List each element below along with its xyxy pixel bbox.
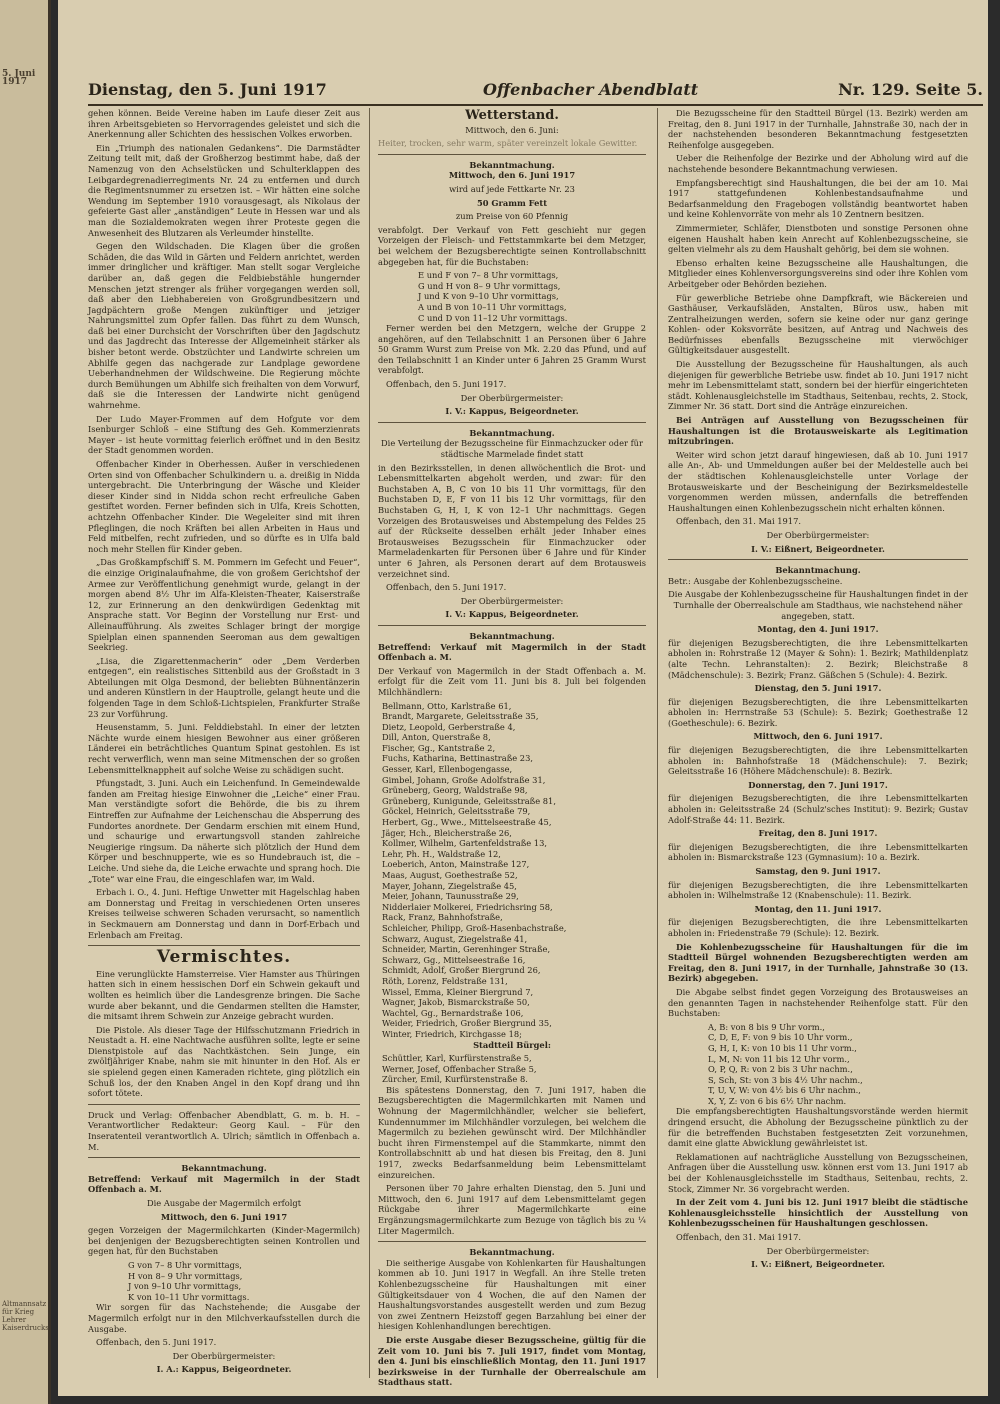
list-item: Winter, Friedrich, Kirchgasse 18; [382,1028,522,1039]
notice-paragraph: Bei Anträgen auf Ausstellung von Bezugsscheinen für Haushaltungen ist die Brotausweiskarte als Legitimation mitzubringen. [668,415,968,447]
rule [378,154,646,155]
column-divider [657,108,658,1378]
notice-paragraph: Die Abgabe selbst findet gegen Vorzeigung des Brotausweises an den genannten Tagen in nachstehender Reihenfolge statt. Für den Buchstaben: [668,986,968,1019]
list-item: Schmidt, Adolf, Großer Biergrund 26, [382,965,541,976]
notice-body: Die erste Ausgabe dieser Bezugsscheine, gültig für die Zeit vom 10. Juni bis 7. Juli 1917, findet vom Montag, den 4. Juni bis einschließlich Montag, den 11. Juni 1917 bezirksweise in der Turnhalle der Oberrealschule am Stadthaus statt. [378,1334,646,1388]
list-item: T, U, V, W: von 4½ bis 6 Uhr nachm., [708,1085,861,1096]
notice-signer: I. V.: Eißnert, Beigeordneter. [751,1259,885,1270]
notice-paragraph: Die Bezugsscheine für den Stadtteil Bürgel (13. Bezirk) werden am Freitag, den 8. Juni 1917 in der Turnhalle, Jahnstraße 30, nach der in der nachstehenden besonderen Bekanntmachung festgesetzten Reihenfolge ausgegeben. [668,108,968,150]
list-item: X, Y, Z: von 6 bis 6½ Uhr nachm. [708,1095,847,1106]
notice-title: Bekanntmachung. [469,159,555,170]
list-item: Gesser, Karl, Ellenbogengasse, [382,764,513,775]
page-header [88,74,983,106]
list-item: O, P, Q, R: von 2 bis 3 Uhr nachm., [708,1064,853,1075]
article-paragraph: Die Pistole. Als dieser Tage der Hilfsschutzmann Friedrich in Neustadt a. H. eine Nachtwache ausführen sollte, legte er seine Dienstpistole auf das Nachtkästchen. Sein Junge, ein zwölfjähriger Knabe, nahm sie mit hinunter in den Hof. Als er sie spielend gegen einen Kameraden richtete, ging plötzlich ein Schuß los, der den Knaben Angel in den Kopf drang und ihn sofort tötete. [88,1024,360,1099]
list-item: Schwarz, Gg., Mittelseestraße 16, [382,954,526,965]
list-item: Zürcher, Emil, Kurfürstenstraße 8. [382,1074,528,1085]
notice-mayor: Der Oberbürgermeister: [172,1350,276,1361]
article-paragraph: „Das Großkampfschiff S. M. Pommern im Gefecht und Feuer“, die einzige Originalaufnahme, die von großem Gerichtshof der Armee zur Veröffentlichung genehmigt wurde, gelangt in der morgen abend 8½ Uhr im Alfa-Kleisten-Theater, Kaiserstraße 12, zur Erinnerung an den denkwürdigen Gedenktag mit Ansprache statt. Vor Beginn der Vorstellung nur Erst- und Alleinaufführung. Als zweites Schlager bringt der morgige Spielplan einen spannenden Seeroman aus dem gewaltigen Seekrieg. [88,557,360,653]
notice-body: gegen Vorzeigen der Magermilchkarten (Kinder-Magermilch) bei denjenigen der Bezugsberechtigten seinen Kontrollen und gegen hat, für den Buchstaben [88,1225,360,1257]
notice-subject: Betr.: Ausgabe der Kohlenbezugsscheine. [668,575,843,586]
notice-place-date: Offenbach, den 5. Juni 1917. [386,582,507,593]
list-item: Wachtel, Gg., Bernardstraße 106, [382,1007,524,1018]
notice-signer: I. V.: Kappus, Beigeordneter. [445,406,579,417]
schedule-line: C und D von 11–12 Uhr vormittags. [418,312,568,323]
letter-schedule [668,1022,968,1107]
distribution-day: Samstag, den 9. Juni 1917. [755,866,881,876]
notice-body: Personen über 70 Jahre erhalten Dienstag, den 5. Juni und Mittwoch, den 6. Juni 1917 auf dem Lebensmittelamt gegen Rückgabe ihrer Magermilchkarte eine Ergänzungsmagermilchkarte zum Bezuge von täglich bis zu ¼ Liter Magermilch. [378,1183,646,1236]
list-item: C, D, E, F: von 9 bis 10 Uhr vorm., [708,1032,853,1043]
dealer-list [378,1053,646,1085]
dealer-list [378,701,646,1040]
column-left [88,108,360,1378]
notice-place-date: Offenbach, den 31. Mai 1917. [676,516,801,527]
list-item: A, B: von 8 bis 9 Uhr vorm., [708,1021,825,1032]
distribution-text: für diejenigen Bezugsberechtigten, die ihre Lebensmittelkarten abholen in: Geleitsstraße 24 (Schulz'sches Institut): 9. Bezirk; Gustav Adolf-Straße 44: 11. Bezirk. [668,793,968,825]
distribution-text: für diejenigen Bezugsberechtigten, die ihre Lebensmittelkarten abholen in: Herrnstraße 53 (Schule): 5. Bezirk; Goethestraße 12 (Goetheschule): 6. Bezirk. [668,696,968,728]
notice-paragraph: Ebenso erhalten keine Bezugsscheine alle Haushaltungen, die Mitglieder eines Kohlenversorgungsvereins sind oder ihre Kohlen vom Arbeitgeber oder Behörden beziehen. [668,257,968,289]
list-item: Jäger, Hch., Bleicherstraße 26, [382,827,512,838]
distribution-day: Mittwoch, den 6. Juni 1917. [753,731,883,742]
distribution-day: Montag, den 4. Juni 1917. [757,624,879,635]
notice-paragraph: Die empfangsberechtigten Haushaltungsvorstände werden hiermit dringend ersucht, die Abholung der Bezugsscheine pünktlich zu der für die betreffenden Buchstaben festgesetzten Zeit vorzunehmen, damit eine glatte Abwicklung gewährleistet ist. [668,1106,968,1149]
section-title: Vermischtes. [156,947,292,968]
notice-body: Bis spätestens Donnerstag, den 7. Juni 1917, haben die Bezugsberechtigten die Magermilchkarten mit Namen und Wohnung der Magermilchhändler, welcher sie beliefert, Kundennummer im Milchhändler vorzulegen, bei welchem die Magermilch zu beziehen gewünscht wird. Der Milchhändler bucht ihren Firmenstempel auf die Stammkarte, nimmt den Kontrollabschnitt ab und hat diesen bis Freitag, den 8. Juni 1917, zwecks Bedarfsanmeldung beim Lebensmittelamt einzureichen. [378,1084,646,1180]
notice-subline: Die Ausgabe der Kohlenbezugsscheine für Haushaltungen findet in der Turnhalle der Oberrealschule am Stadthaus, wie nachstehend näher angegeben, statt. [668,589,968,621]
notice-paragraph: Die Kohlenbezugsscheine für Haushaltungen für die im Stadtteil Bürgel wohnenden Bezugsberechtigten werden am Freitag, den 8. Juni 1917, in der Turnhalle, Jahnstraße 30 (13. Bezirk) abgegeben. [668,941,968,984]
notice-title: Bekanntmachung. [469,630,555,641]
notice-body: verabfolgt. Der Verkauf von Fett geschieht nur gegen Vorzeigen der Fleisch- und Fettstammkarte bei dem Metzger, bei welchem der Bezugsberechtigte seinen Kontrollabschnitt abgegeben hat, für die Buchstaben: [378,224,646,267]
list-item: Maas, August, Goethestraße 52, [382,870,518,880]
list-item: Dill, Anton, Querstraße 8, [382,732,491,743]
list-item: Schwarz, August, Ziegelstraße 41, [382,933,528,944]
list-item: Wagner, Jakob, Bismarckstraße 50, [382,997,530,1008]
rule [668,559,968,560]
distribution-text: für diejenigen Bezugsberechtigten, die ihre Lebensmittelkarten abholen in: Wilhelmstraße 12 (Knabenschule): 11. Bezirk. [668,879,968,901]
distribution-text: für diejenigen Bezugsberechtigten, die ihre Lebensmittelkarten abholen in: Rohrstraße 12 (Mayer & Sohn): 1. Bezirk; Mathildenplatz (alte Techn. Lehranstalten): 2. Bezirk; Bleichstraße 8 (Mädchenschule): 3. Bezirk; Franz. Gäßchen 5 (Schule): 4. Bezirk. [668,637,968,680]
distribution-day: Donnerstag, den 7. Juni 1917. [748,779,888,790]
list-item: Meier, Johann, Taunusstraße 29, [382,891,519,902]
list-item: Wissel, Emma, Kleiner Biergrund 7, [382,986,534,997]
article-paragraph: gehen können. Beide Vereine haben im Laufe dieser Zeit aus ihren Arbeitsgebieten so Hervorragendes geleistet und sich die Anerkennung aller Schichten des hessischen Volkes erworben. [88,108,360,140]
notice-mayor: Der Oberbürgermeister: [460,595,564,606]
article-paragraph: „Lisa, die Zigarettenmacherin“ oder „Dem Verderben entgegen“, ein realistisches Sittenbild aus der Großstadt in 3 Abteilungen mit Olga Desmond, der beliebten Bühnentänzerin und anderen Künstlern in der Hauptrolle, gelangt heute und die folgenden Tage in dem Schloß-Lichtspielen, Frankfurter Straße 23 zur Vorführung. [88,655,360,719]
list-item: Loeberich, Anton, Mainstraße 127, [382,859,530,870]
list-item: S, Sch, St: von 3 bis 4½ Uhr nachm., [708,1074,863,1085]
list-item: Schleicher, Philipp, Groß-Hasenbachstraße, [382,922,567,933]
notice-subject: Betreffend: Verkauf mit Magermilch in der Stadt Offenbach a. M. [88,1173,360,1195]
article-paragraph: Pfungstadt, 3. Juni. Auch ein Leichenfund. In Gemeindewalde fanden am Freitag hiesige Einwohner die „Leiche“ einer Frau. Man verständigte sofort die Behörde, die bis zu ihrem Eintreffen zur Aufnahme der Leichenschau die Absperrung des Fundortes anordnete. Der Gendarm erschien mit einem Hund, und schaurige und erwartungsvoll standen zahlreiche Neugierige ringsum. Da näherte sich plötzlich der Hund dem Körper und beschnupperte, wie es so Hundebrauch ist, die – Leiche. Und siehe da, die Leiche erwachte und sprang hoch. Die „Tote“ war eine Frau, die eingeschlafen war, im Wald. [88,778,360,884]
notice-line: wird auf jede Fettkarte Nr. 23 [449,183,575,194]
notice-title: Bekanntmachung. [469,1247,555,1258]
list-item: Werner, Josef, Offenbacher Straße 5, [382,1063,537,1074]
imprint: Druck und Verlag: Offenbacher Abendblatt, G. m. b. H. – Verantwortlicher Redakteur: Georg Kaul. – Für den Inseratenteil verantwortlich A. Ulrich; sämtlich in Offenbach a. M. [88,1109,360,1152]
distribution-text: für diejenigen Bezugsberechtigten, die ihre Lebensmittelkarten abholen in: Friedenstraße 79 (Schule): 12. Bezirk. [668,917,968,938]
weather-text: Heiter, trocken, sehr warm, später vereinzelt lokale Gewitter. [378,138,638,149]
notice-body: Die seitherige Ausgabe von Kohlenkarten für Haushaltungen kommen ab 10. Juni 1917 in Wegfall. An ihre Stelle treten Kohlenbezugsscheine für Haushaltungen mit einer Gültigkeitsdauer von 4 Wochen, die auf den Namen der Haushaltungsvorstandes ausgestellt werden und zum Bezug von zwei Zentnern Heizstoff gegen Barzahlung bei einer der hiesigen Kohlenhandlungen berechtigen. [378,1257,646,1332]
schedule-line: G und H von 8– 9 Uhr vormittags, [418,280,561,291]
list-item: Fischer, Gg., Kantstraße 2, [382,742,496,753]
notice-paragraph: In der Zeit vom 4. Juni bis 12. Juni 1917 bleibt die städtische Kohlenausgleichsstelle hinsichtlich der Ausstellung von Kohlenbezugsscheinen für Haushaltungen geschlossen. [668,1197,968,1229]
header-issue-page: Nr. 129. Seite 5. [838,80,983,99]
notice-body: Der Verkauf von Magermilch in der Stadt Offenbach a. M. erfolgt für die Zeit vom 11. Juni bis 8. Juli bei folgenden Milchhändlern: [378,665,646,697]
notice-paragraph: Empfangsberechtigt sind Haushaltungen, die bei der am 10. Mai 1917 stattgefundenen Kohlenbestandsaufnahme und Bedarfsanmeldung den Fragebogen vollständig beantwortet haben und keine Kohlenvorräte von mehr als 10 Zentnern besitzen. [668,177,968,220]
notice-body: in den Bezirksstellen, in denen allwöchentlich die Brot- und Lebensmittelkarten abgeholt werden, und zwar: für den Buchstaben A, B, C von 10 bis 11 Uhr vormittags, für den Buchstaben D, E, F von 11 bis 12 Uhr vormittags, für den Buchstaben G, H, I, K von 12–1 Uhr nachmittags. Gegen Vorzeigen des Brotausweises und Abstempelung des Feldes 25 auf der Rückseite desselben erhält jeder Inhaber eines Brotausweises Bezugsschein für Einmachzucker oder Marmeladenkarten für Personen über 6 Jahre und für Kinder unter 6 Jahren, als Personen derart auf dem Brotausweis verzeichnet sind. [378,462,646,579]
rule [378,625,646,626]
article-paragraph: Gegen den Wildschaden. Die Klagen über die großen Schäden, die das Wild in Gärten und Feldern anrichtet, werden immer dringlicher und kräftiger. Man stellt sogar Vergleiche darüber an, daß gegen die Feldbiebstähle hungernder Menschen jetzt strenger als früher vorgegangen werden soll, daß aber den Liebhabereien von Großgrundbesitzern und Jagdpächtern große Mengen zukünftiger und jetziger Nahrungsmittel zum Opfer fallen. Das führt zu dem Wunsch, daß bei einer Durchsicht der Vorschriften über den Jagdschutz und das Jagdrecht das Interesse der Allgemeinheit stärker als bisher betont werde. Obstzüchter und Landwirte schreien um Abhilfe gegen das nachgerade zur Landplage gewordene Ueberhandnehmen der Wildschweine. Die Regierung möchte durch Bemühungen um Abhilfe sich freihalten von dem Vorwurf, daß sie die Interessen der Landwirte nicht genügend wahrnehme. [88,241,360,411]
list-item: Mayer, Johann, Ziegelstraße 45, [382,880,517,891]
list-item: Röth, Lorenz, Feldstraße 131, [382,975,508,986]
schedule-line: E und F von 7– 8 Uhr vormittags, [418,270,559,281]
notice-paragraph: Für gewerbliche Betriebe ohne Dampfkraft, wie Bäckereien und Gasthäuser, Verkaufsläden, Anstalten, Büros usw., haben mit Zentralheizungen werden, sofern sie keine oder nur ganz geringe Kohlen- oder Koksvorräte besitzen, auf Antrag und Nachweis des Bedürfnisses ebenfalls Bezugsscheine mit vierwöchiger Gültigkeitsdauer ausgestellt. [668,292,968,356]
list-item: Fuchs, Katharina, Bettinastraße 23, [382,753,533,764]
rule [378,1241,646,1242]
notice-title: Bekanntmachung. [469,427,555,438]
list-item: Grüneberg, Georg, Waldstraße 98, [382,785,528,796]
notice-price: zum Preise von 60 Pfennig [455,211,569,222]
rule [88,945,360,946]
notice-paragraph: Die Ausstellung der Bezugsscheine für Haushaltungen, als auch diejenigen für gewerbliche Betriebe usw. findet ab 10. Juni 1917 nicht mehr im Lebensmittelamt statt, sondern bei der hierfür eingerichteten städt. Kohlenausgleichstelle im Stadthaus, Seitenbau, rechts, 2. Stock, Zimmer Nr. 36 statt. Dort sind die Anträge einzureichen. [668,359,968,412]
schedule-line: A und B von 10–11 Uhr vormittags, [418,301,567,312]
list-item: Gimbel, Johann, Große Adolfstraße 31, [382,774,546,785]
column-right [668,108,968,1378]
district-heading: Stadtteil Bürgel: [473,1039,551,1050]
list-item: Grüneberg, Kunigunde, Geleitsstraße 81, [382,795,556,806]
notice-signer: I. A.: Kappus, Beigeordneter. [156,1364,292,1375]
distribution-days [668,624,968,938]
notice-place-date: Offenbach, den 5. Juni 1917. [96,1337,217,1348]
article-paragraph: Erbach i. O., 4. Juni. Heftige Unwetter mit Hagelschlag haben am Donnerstag und Freitag in verschiedenen Orten unseres Kreises teilweise schweren Schaden verursacht, so namentlich in Seckmauern am Donnerstag und dann in Dorf-Erbach und Erlenbach am Freitag. [88,887,360,940]
notice-place-date: Offenbach, den 5. Juni 1917. [386,379,507,390]
list-item: Lehr, Ph. H., Waldstraße 12, [382,848,501,859]
list-item: L, M, N: von 11 bis 12 Uhr vorm., [708,1053,850,1064]
notice-mayor: Der Oberbürgermeister: [766,1245,870,1256]
notice-subject: Betreffend: Verkauf mit Magermilch in der Stadt Offenbach a. M. [378,641,646,663]
notice-body: Ferner werden bei den Metzgern, welche der Gruppe 2 angehören, auf den Teilabschnitt 1 an Personen über 6 Jahre 50 Gramm Wurst zum Preise von Mk. 2.20 das Pfund, und auf den Teilabschnitt 1 an Kinder unter 6 Jahren 25 Gramm Wurst verabfolgt. [378,323,646,376]
notice-paragraph: Reklamationen auf nachträgliche Ausstellung von Bezugsscheinen, Anfragen über die Ausstellung usw. können erst vom 13. Juni 1917 ab bei der Kohlenausgleichsstelle im Stadthaus, Seitenbau, rechts, 2. Stock, Zimmer Nr. 36 vorgebracht werden. [668,1151,968,1194]
notice-mayor: Der Oberbürgermeister: [766,529,870,540]
header-masthead: Offenbacher Abendblatt [483,80,699,99]
notice-place-date: Offenbach, den 31. Mai 1917. [676,1232,801,1242]
notice-paragraph: Zimmermieter, Schläfer, Dienstboten und sonstige Personen ohne eigenen Haushalt haben kein Anrecht auf Kohlenbezugsscheine, sie gelten vielmehr als zu dem Haushalt gehörig, bei dem sie wohnen. [668,222,968,255]
spine-bottom-text: Altmannsatz für Krieg Lehrer Kaiserdrucks [2,1300,49,1332]
notice-signer: I. V.: Eißnert, Beigeordneter. [751,543,885,554]
article-paragraph: Offenbacher Kinder in Oberhessen. Außer in verschiedenen Orten sind von Offenbacher Schulkindern u. a. dreißig in Nidda untergebracht. Die Unterbringung der Wäsche und Kleider dieser Kinder sind in Nidda schon recht erfreuliche Gaben gestiftet worden. Ferner befinden sich in Ulfa, Kreis Schotten, achtzehn Offenbacher Kinder. Die Wegeleiter sind mit ihren Pfleglingen, die noch Kräften bei allen Arbeiten in Haus und Feld mitbelfen, recht zufrieden, und so dürfte es in Ulfa bald noch mehr Stellen für Kinder geben. [88,459,360,554]
schedule-line: K von 10–11 Uhr vormittags. [128,1291,250,1302]
schedule-line: G von 7– 8 Uhr vormittags, [128,1259,242,1270]
schedule-line: J von 9–10 Uhr vormittags, [128,1281,242,1292]
notice-day: Mittwoch, den 6. Juni 1917 [160,1211,288,1222]
article-paragraph: Eine verunglückte Hamsterreise. Vier Hamster aus Thüringen hatten sich in einem hessischen Dorf ein Schwein gekauft und wollten es heimlich über die Landesgrenze bringen. Die Sache wurde aber bekannt, und die Gendarmen stellten die Hamster, die mitsamt ihrem Schwein zur Anzeige gebracht wurden. [88,968,360,1022]
schedule-line: J und K von 9–10 Uhr vormittags, [418,291,559,302]
notice-amount: 50 Gramm Fett [476,197,548,208]
list-item: Nidderlaier Molkerei, Friedrichsring 58, [382,901,553,912]
rule [378,422,646,423]
newspaper-page [58,0,988,1396]
weather-title: Wetterstand. [465,108,559,123]
column-middle [378,108,646,1388]
list-item: Schüttler, Karl, Kurfürstenstraße 5, [382,1053,532,1064]
notice-paragraph: Weiter wird schon jetzt darauf hingewiesen, daß ab 10. Juni 1917 alle An-, Ab- und Ummeldungen außer bei der Meldestelle auch bei der städtischen Kohlenausgleichstelle unter Vorlage der Brotausweiskarte und der Bescheinigung der Bezirksmeldestelle vorgenommen werden müssen, andernfalls die betreffenden Haushaltungen einen Kohlenbezugsschein nicht erhalten können. [668,449,968,513]
distribution-day: Montag, den 11. Juni 1917. [754,903,882,914]
article-paragraph: Heusenstamm, 5. Juni. Felddiebstahl. In einer der letzten Nächte wurde einem hiesigen Bewohner aus einer größeren Länderei ein beträchtliches Quantum Spinat gestohlen. Es ist recht verwerflich, wenn man seine Mitmenschen der so großen Lebensmittelknappheit auf solche Weise zu schädigen sucht. [88,722,360,775]
article-paragraph: Ein „Triumph des nationalen Gedankens“. Die Darmstädter Zeitung teilt mit, daß der Großherzog bestimmt habe, daß der Namenzug von den Achselstücken und Schulterklappen des Leibgardegrenadierregiments Nr. 24 zu entfernen und durch die Regimentsnummer zu ersetzen ist. – Wir hätten eine solche Wendung im September 1910 vorausgesagt, als Nikolaus der gefeierte Gast aller „anständigen“ Leute in Hessen war und als man die Sozialdemokraten wegen ihrer Proteste gegen die Anwesenheit des Blutzaren als Verleumder hinstellte. [88,142,360,238]
list-item: G, H, I, K: von 10 bis 11 Uhr vorm., [708,1042,857,1053]
article-paragraph: Der Ludo Mayer-Frommen auf dem Hofgute vor dem Isenburger Schloß – eine Stiftung des Geh. Kommerzienrats Mayer – ist heute vormittag feierlich eröffnet und in den Besitz der Stadt genommen worden. [88,413,360,456]
weather-date: Mittwoch, den 6. Juni: [465,124,559,135]
list-item: Brandt, Margarete, Geleitsstraße 35, [382,711,539,722]
notice-title: Bekanntmachung. [181,1163,267,1174]
notice-subline: Die Verteilung der Bezugsscheine für Einmachzucker oder für städtische Marmelade findet statt [381,438,643,460]
list-item: Dietz, Leopold, Gerberstraße 4, [382,721,516,732]
list-item: Göckel, Heinrich, Geleitsstraße 79, [382,806,531,817]
notice-signer: I. V.: Kappus, Beigeordneter. [445,609,579,620]
column-divider [369,108,370,1378]
schedule-line: H von 8– 9 Uhr vormittags, [128,1270,243,1281]
list-item: Kollmer, Wilhelm, Gartenfeldstraße 13, [382,838,547,849]
spine-date: 5. Juni 1917 [2,69,36,87]
list-item: Bellmann, Otto, Karlstraße 61, [382,700,512,711]
rule [88,1104,360,1105]
notice-paragraph: Ueber die Reihenfolge der Bezirke und der Abholung wird auf die nachstehende besondere Bekanntmachung verwiesen. [668,153,968,174]
notice-subline: Die Ausgabe der Magermilch erfolgt [146,1198,302,1208]
notice-day: Mittwoch, den 6. Juni 1917 [448,170,576,181]
header-date: Dienstag, den 5. Juni 1917 [88,80,327,99]
distribution-text: für diejenigen Bezugsberechtigten, die ihre Lebensmittelkarten abholen in: Bahnhofstraße 18 (Mädchenschule): 7. Bezirk; Geleitsstraße 16 (Höhere Mädchenschule): 8. Bezirk. [668,745,968,777]
adjacent-page-spine [0,0,51,1404]
list-item: Rack, Franz, Bahnhofstraße, [382,912,503,923]
list-item: Herbert, Gg., Wwe., Mittelseestraße 45, [382,817,552,828]
list-item: Weider, Friedrich, Großer Biergrund 35, [382,1018,552,1029]
distribution-day: Dienstag, den 5. Juni 1917. [754,683,882,694]
notice-body: Wir sorgen für das Nachstehende; die Ausgabe der Magermilch erfolgt nur in den Milchverkaufsstellen durch die Ausgabe. [88,1302,360,1334]
list-item: Schneider, Martin, Gerenhinger Straße, [382,944,551,955]
rule [88,1157,360,1158]
distribution-day: Freitag, den 8. Juni 1917. [758,828,878,839]
notice-title: Bekanntmachung. [775,565,861,576]
distribution-text: für diejenigen Bezugsberechtigten, die ihre Lebensmittelkarten abholen in: Bismarckstraße 123 (Gymnasium): 10 a. Bezirk. [668,841,968,863]
notice-mayor: Der Oberbürgermeister: [460,392,564,403]
